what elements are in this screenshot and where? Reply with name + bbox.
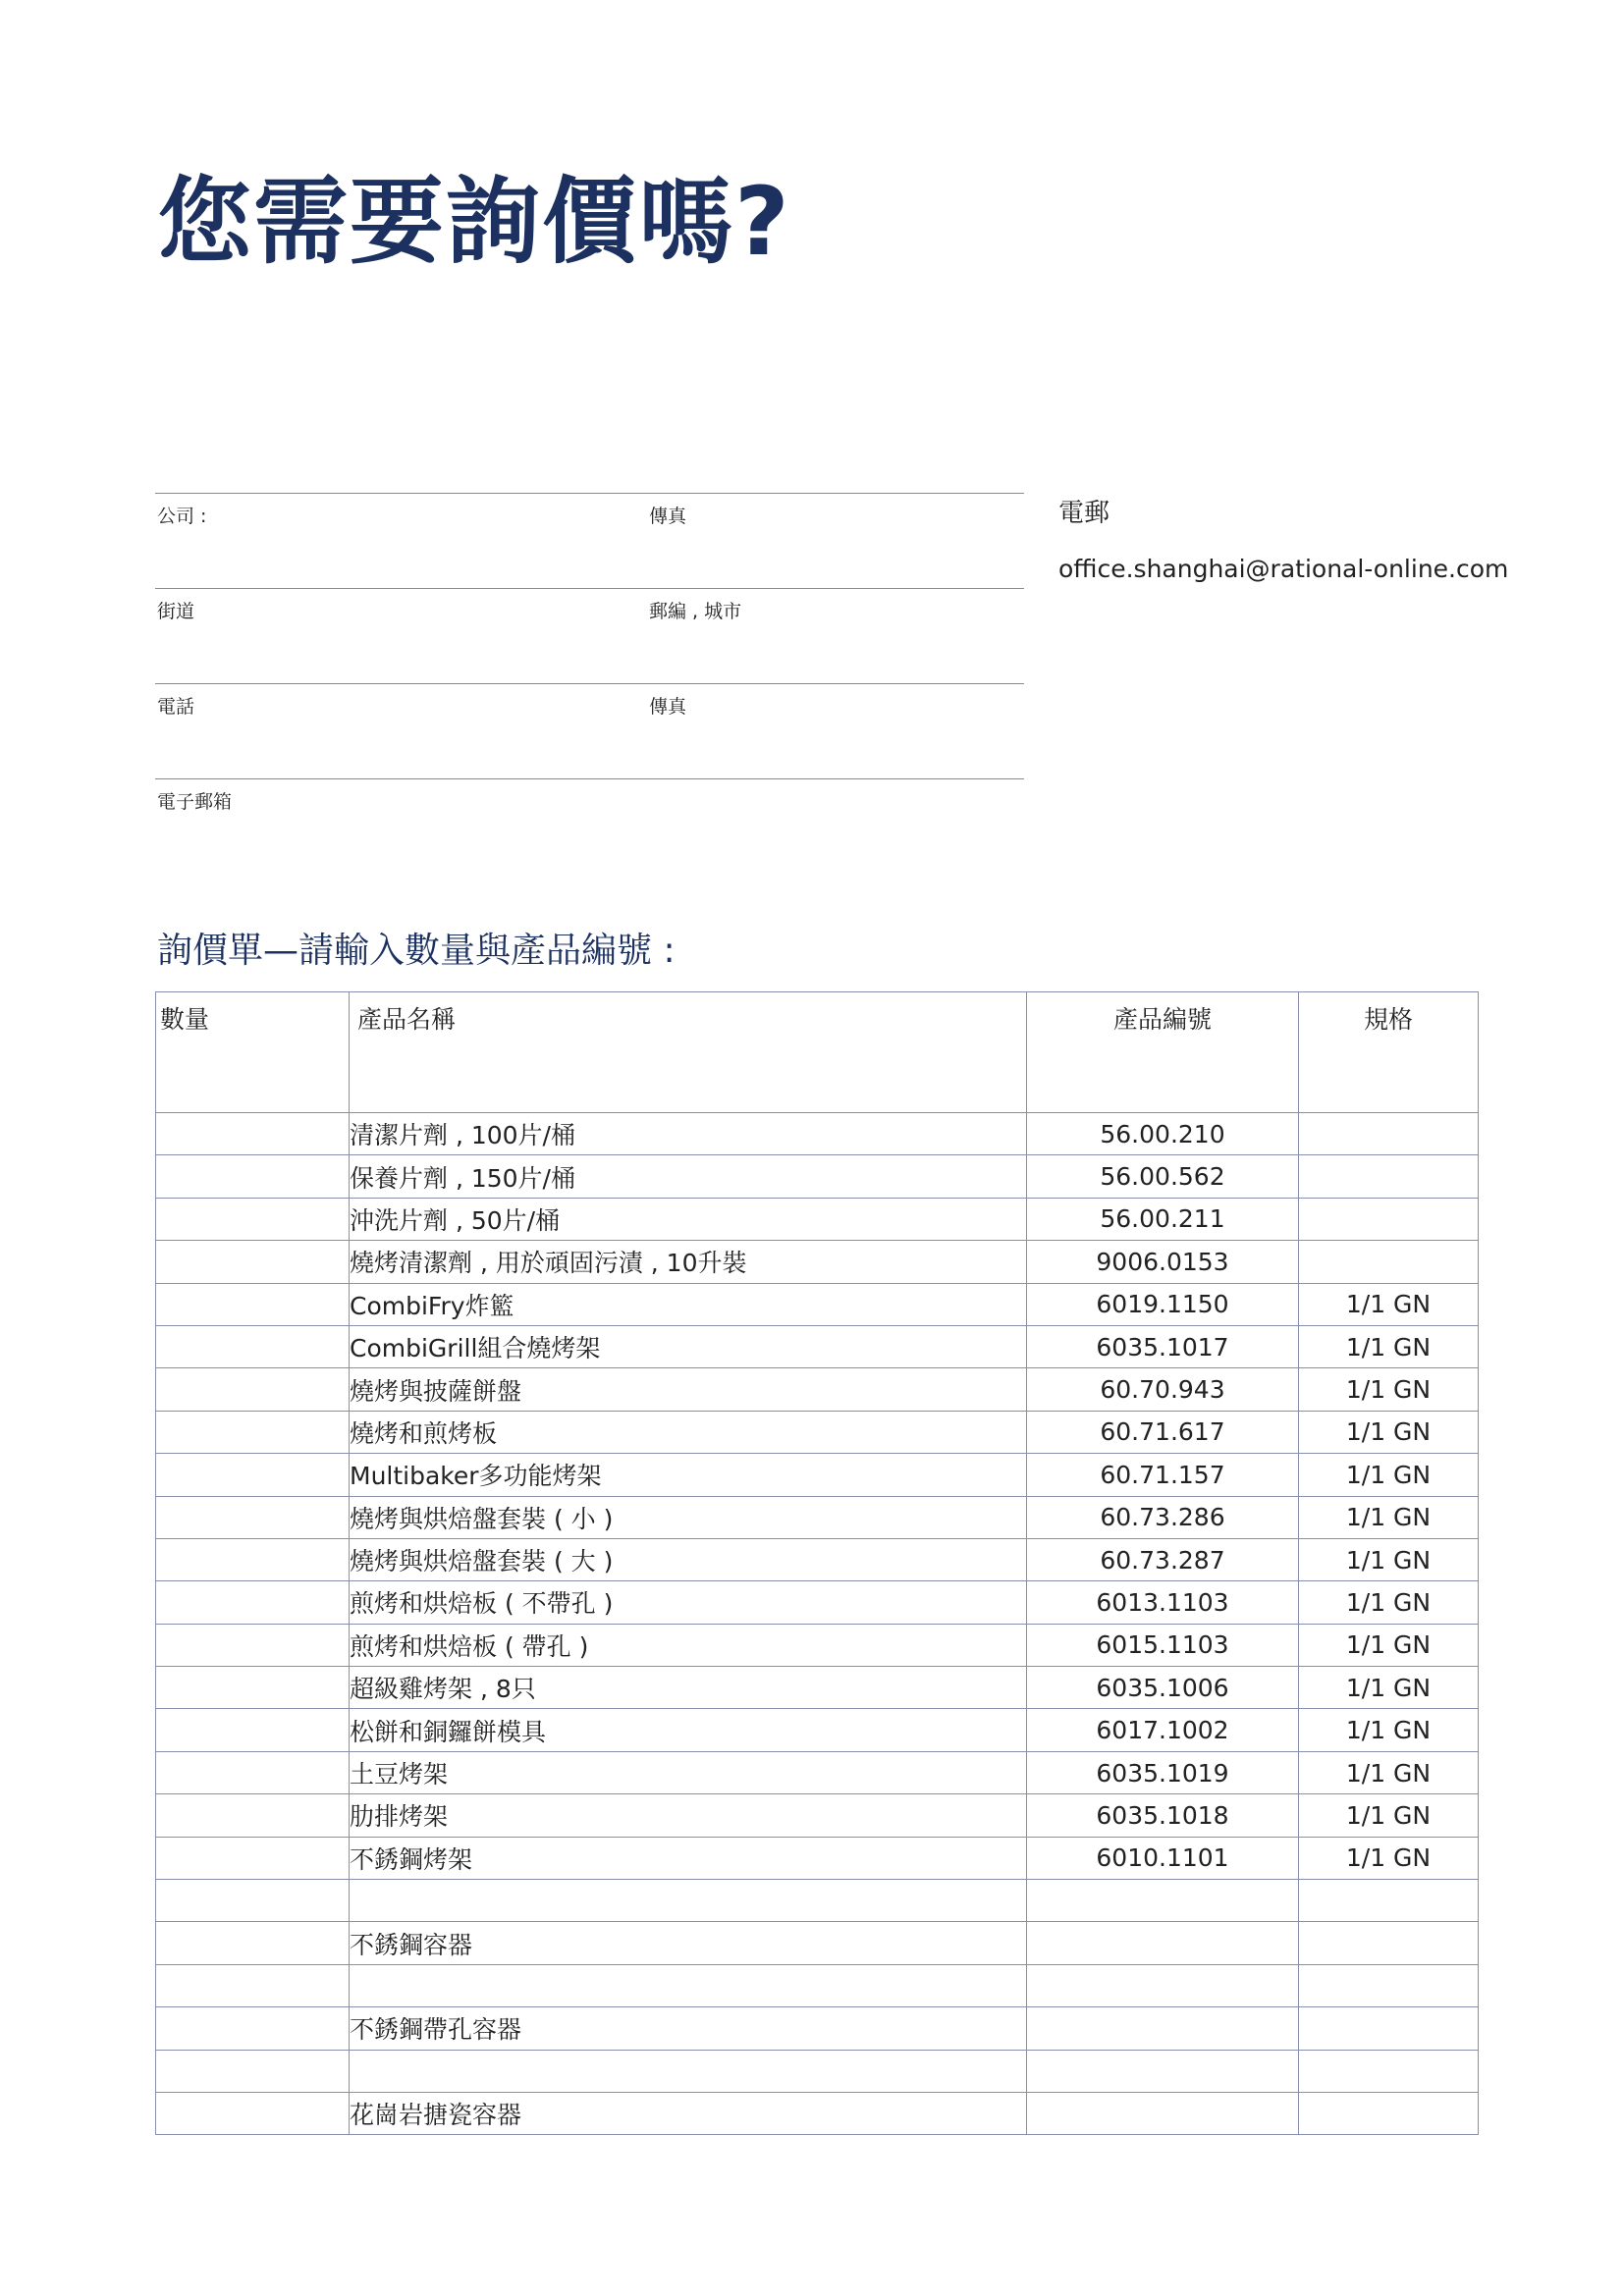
postcode-city-field-label[interactable]: 郵編 , 城市 <box>649 601 742 622</box>
product-code-cell: 6017.1002 <box>1027 1709 1299 1751</box>
spec-cell: 1/1 GN <box>1299 1325 1479 1367</box>
spec-cell <box>1299 1241 1479 1283</box>
table-row <box>156 1496 1479 1538</box>
table-header-row <box>156 992 1479 1113</box>
quantity-cell[interactable] <box>156 2007 350 2050</box>
email-field-label[interactable]: 電子郵箱 <box>157 791 233 813</box>
product-code-cell: 60.73.287 <box>1027 1538 1299 1580</box>
spec-cell <box>1299 2050 1479 2092</box>
product-name-cell: 超級雞烤架 , 8只 <box>350 1667 1027 1709</box>
product-code-cell: 56.00.211 <box>1027 1198 1299 1240</box>
product-name-cell: 燒烤與披薩餅盤 <box>350 1368 1027 1411</box>
table-row <box>156 1411 1479 1453</box>
spec-cell <box>1299 1922 1479 1964</box>
product-code-cell: 6035.1006 <box>1027 1667 1299 1709</box>
product-code-cell: 56.00.562 <box>1027 1155 1299 1198</box>
table-row <box>156 1155 1479 1198</box>
product-name-cell: 土豆烤架 <box>350 1751 1027 1793</box>
spec-cell <box>1299 1155 1479 1198</box>
product-code-cell <box>1027 2050 1299 2092</box>
form-row-company <box>155 493 1024 588</box>
quantity-cell[interactable] <box>156 1624 350 1666</box>
product-code-cell: 6035.1017 <box>1027 1325 1299 1367</box>
street-field-label[interactable]: 街道 <box>157 601 195 622</box>
quantity-cell[interactable] <box>156 1538 350 1580</box>
spec-cell: 1/1 GN <box>1299 1581 1479 1624</box>
product-code-cell: 6035.1019 <box>1027 1751 1299 1793</box>
table-row <box>156 1283 1479 1325</box>
spec-cell <box>1299 1880 1479 1922</box>
product-name-cell: 煎烤和烘焙板 ( 不帶孔 ) <box>350 1581 1027 1624</box>
form-row-email <box>155 778 1024 838</box>
quantity-cell[interactable] <box>156 1496 350 1538</box>
fax-field-label[interactable]: 傳真 <box>649 506 687 527</box>
inquiry-table <box>155 991 1479 2135</box>
quantity-cell[interactable] <box>156 1880 350 1922</box>
table-row <box>156 1368 1479 1411</box>
product-code-cell: 56.00.210 <box>1027 1113 1299 1155</box>
product-code-cell: 6010.1101 <box>1027 1837 1299 1879</box>
spec-cell <box>1299 2092 1479 2134</box>
product-code-cell: 60.70.943 <box>1027 1368 1299 1411</box>
contact-info <box>1058 493 1508 583</box>
quantity-cell[interactable] <box>156 1325 350 1367</box>
product-code-cell: 6019.1150 <box>1027 1283 1299 1325</box>
product-name-cell: 不銹鋼帶孔容器 <box>350 2007 1027 2050</box>
fax-field-label-2[interactable]: 傳真 <box>649 696 687 718</box>
header-quantity: 數量 <box>156 992 350 1113</box>
phone-field-label[interactable]: 電話 <box>157 696 195 718</box>
quantity-cell[interactable] <box>156 1368 350 1411</box>
product-name-cell: 不銹鋼容器 <box>350 1922 1027 1964</box>
spec-cell <box>1299 2007 1479 2050</box>
spec-cell <box>1299 1113 1479 1155</box>
quantity-cell[interactable] <box>156 1837 350 1879</box>
product-name-cell: CombiFry炸籃 <box>350 1283 1027 1325</box>
header-spec: 規格 <box>1299 992 1479 1113</box>
product-name-cell <box>350 1964 1027 2006</box>
quantity-cell[interactable] <box>156 1581 350 1624</box>
table-row <box>156 1241 1479 1283</box>
product-name-cell: 燒烤清潔劑 , 用於頑固污漬 , 10升裝 <box>350 1241 1027 1283</box>
table-row <box>156 1667 1479 1709</box>
table-row <box>156 1751 1479 1793</box>
spec-cell: 1/1 GN <box>1299 1411 1479 1453</box>
quantity-cell[interactable] <box>156 1964 350 2006</box>
contact-email-address[interactable]: office.shanghai@rational-online.com <box>1058 555 1509 583</box>
product-code-cell: 6013.1103 <box>1027 1581 1299 1624</box>
quantity-cell[interactable] <box>156 1113 350 1155</box>
product-name-cell: 松餅和銅鑼餅模具 <box>350 1709 1027 1751</box>
quantity-cell[interactable] <box>156 1667 350 1709</box>
table-row <box>156 1794 1479 1837</box>
product-name-cell <box>350 2050 1027 2092</box>
table-row <box>156 1964 1479 2006</box>
table-row <box>156 2092 1479 2134</box>
company-field-label[interactable]: 公司 : <box>157 506 207 527</box>
spec-cell <box>1299 1198 1479 1240</box>
header-product-name: 產品名稱 <box>350 992 1027 1113</box>
table-row <box>156 1581 1479 1624</box>
spec-cell: 1/1 GN <box>1299 1454 1479 1496</box>
spec-cell: 1/1 GN <box>1299 1709 1479 1751</box>
product-name-cell: 花崗岩搪瓷容器 <box>350 2092 1027 2134</box>
table-row <box>156 1624 1479 1666</box>
table-row <box>156 1113 1479 1155</box>
quantity-cell[interactable] <box>156 1751 350 1793</box>
table-row <box>156 1922 1479 1964</box>
table-row <box>156 1837 1479 1879</box>
product-code-cell <box>1027 2007 1299 2050</box>
product-code-cell <box>1027 2092 1299 2134</box>
product-name-cell: 燒烤與烘焙盤套裝 ( 小 ) <box>350 1496 1027 1538</box>
quantity-cell[interactable] <box>156 1283 350 1325</box>
section-title: 詢價單—請輸入數量與產品編號 : <box>157 931 676 971</box>
contact-form <box>155 493 1024 838</box>
spec-cell: 1/1 GN <box>1299 1624 1479 1666</box>
product-code-cell: 6015.1103 <box>1027 1624 1299 1666</box>
product-name-cell: 燒烤與烘焙盤套裝 ( 大 ) <box>350 1538 1027 1580</box>
form-row-street <box>155 588 1024 683</box>
spec-cell: 1/1 GN <box>1299 1496 1479 1538</box>
table-row <box>156 1325 1479 1367</box>
spec-cell: 1/1 GN <box>1299 1667 1479 1709</box>
spec-cell: 1/1 GN <box>1299 1538 1479 1580</box>
product-code-cell: 6035.1018 <box>1027 1794 1299 1837</box>
page-title: 您需要詢價嗎? <box>157 167 791 277</box>
spec-cell: 1/1 GN <box>1299 1794 1479 1837</box>
spec-cell: 1/1 GN <box>1299 1368 1479 1411</box>
header-product-code: 產品編號 <box>1027 992 1299 1113</box>
table-row <box>156 1538 1479 1580</box>
table-row <box>156 1454 1479 1496</box>
quantity-cell[interactable] <box>156 1794 350 1837</box>
table-row <box>156 1709 1479 1751</box>
product-code-cell: 60.71.617 <box>1027 1411 1299 1453</box>
table-row <box>156 1198 1479 1240</box>
product-name-cell: 沖洗片劑 , 50片/桶 <box>350 1198 1027 1240</box>
spec-cell: 1/1 GN <box>1299 1283 1479 1325</box>
product-name-cell: 清潔片劑 , 100片/桶 <box>350 1113 1027 1155</box>
quantity-cell[interactable] <box>156 1922 350 1964</box>
spec-cell: 1/1 GN <box>1299 1837 1479 1879</box>
product-name-cell: CombiGrill組合燒烤架 <box>350 1325 1027 1367</box>
quantity-cell[interactable] <box>156 2092 350 2134</box>
quantity-cell[interactable] <box>156 1709 350 1751</box>
product-code-cell: 9006.0153 <box>1027 1241 1299 1283</box>
spec-cell: 1/1 GN <box>1299 1751 1479 1793</box>
product-code-cell <box>1027 1922 1299 1964</box>
product-name-cell <box>350 1880 1027 1922</box>
quantity-cell[interactable] <box>156 1241 350 1283</box>
table-row <box>156 1880 1479 1922</box>
product-code-cell: 60.71.157 <box>1027 1454 1299 1496</box>
spec-cell <box>1299 1964 1479 2006</box>
product-name-cell: 煎烤和烘焙板 ( 帶孔 ) <box>350 1624 1027 1666</box>
product-name-cell: 燒烤和煎烤板 <box>350 1411 1027 1453</box>
product-name-cell: Multibaker多功能烤架 <box>350 1454 1027 1496</box>
contact-email-label: 電郵 <box>1058 499 1110 528</box>
quantity-cell[interactable] <box>156 2050 350 2092</box>
quantity-cell[interactable] <box>156 1411 350 1453</box>
product-name-cell: 肋排烤架 <box>350 1794 1027 1837</box>
product-name-cell: 不銹鋼烤架 <box>350 1837 1027 1879</box>
product-code-cell: 60.73.286 <box>1027 1496 1299 1538</box>
product-code-cell <box>1027 1880 1299 1922</box>
quantity-cell[interactable] <box>156 1155 350 1198</box>
table-row <box>156 2007 1479 2050</box>
quantity-cell[interactable] <box>156 1454 350 1496</box>
quantity-cell[interactable] <box>156 1198 350 1240</box>
table-row <box>156 2050 1479 2092</box>
product-name-cell: 保養片劑 , 150片/桶 <box>350 1155 1027 1198</box>
form-row-phone <box>155 683 1024 778</box>
product-code-cell <box>1027 1964 1299 2006</box>
